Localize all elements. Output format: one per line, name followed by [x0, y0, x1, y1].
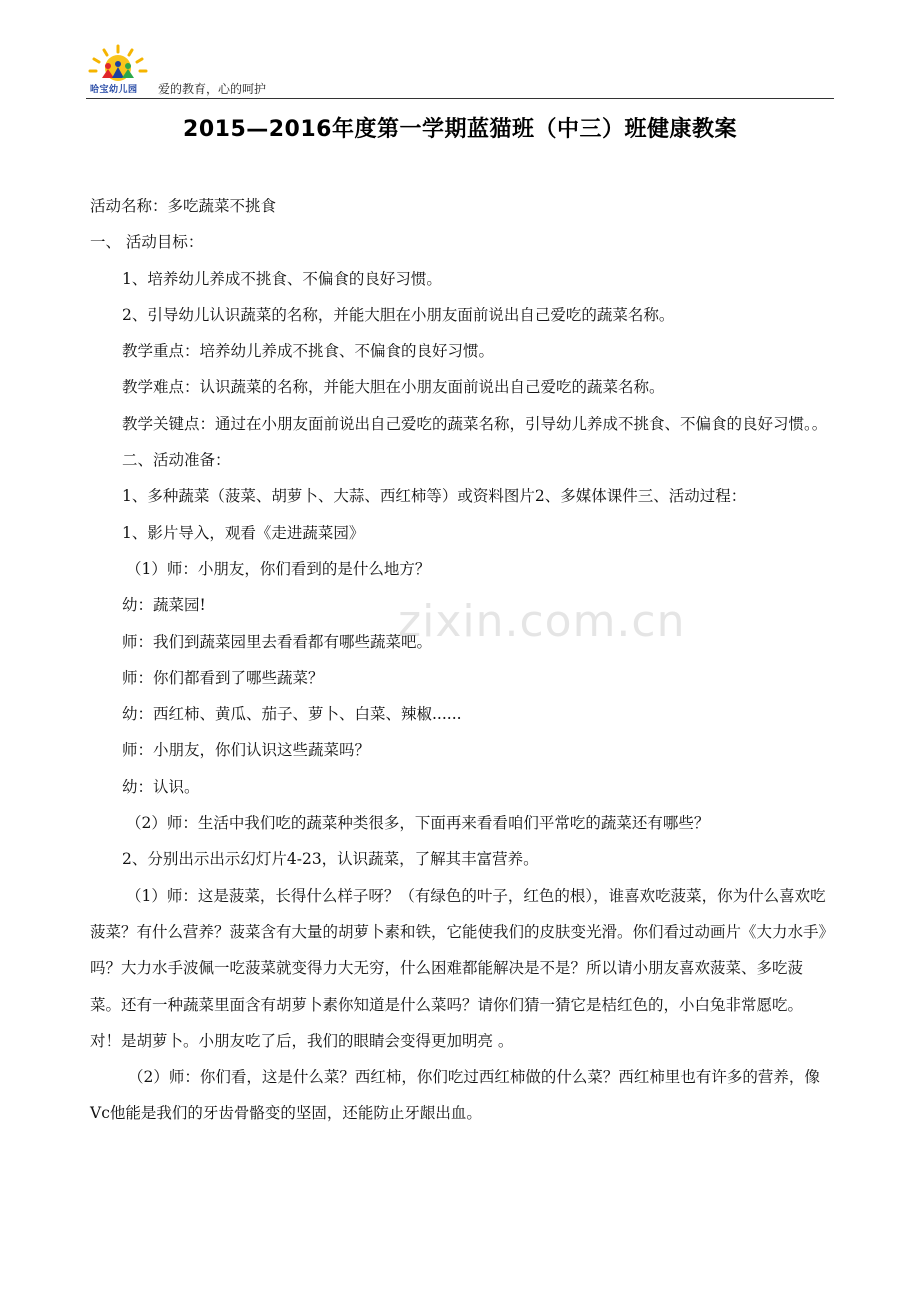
- dialogue-line: （1）师：小朋友，你们看到的是什么地方？: [126, 559, 431, 578]
- teaching-key-point: 教学重点：培养幼儿养成不挑食、不偏食的良好习惯。: [122, 342, 495, 361]
- dialogue-line: 幼：西红柿、黄瓜、茄子、萝卜、白菜、辣椒......: [122, 705, 462, 724]
- document-title: 2015—2016年度第一学期蓝猫班（中三）班健康教案: [183, 117, 737, 142]
- activity-name: 活动名称：多吃蔬菜不挑食: [90, 197, 277, 215]
- teaching-critical-point: 教学关键点：通过在小朋友面前说出自己爱吃的蔬菜名称，引导幼儿养成不挑食、不偏食的良好习惯。。: [122, 414, 828, 433]
- section-heading: 一、 活动目标：: [90, 233, 204, 252]
- header-divider: [86, 98, 834, 99]
- dialogue-line: 师：你们都看到了哪些蔬菜？: [122, 668, 324, 687]
- dialogue-line: 师：我们到蔬菜园里去看看都有哪些蔬菜吧。: [122, 632, 433, 651]
- page-header: [0, 0, 920, 104]
- document-body: [90, 188, 832, 1132]
- dialogue-line: 幼：认识。: [122, 777, 200, 796]
- section-heading: 二、活动准备：: [122, 451, 231, 470]
- dialogue-line: 师：小朋友，你们认识这些蔬菜吗？: [122, 741, 371, 760]
- logo-text: 哈宝幼儿园: [90, 85, 138, 95]
- watermark: zixin.com.cn: [398, 596, 686, 647]
- body-paragraph: （2）师：你们看，这是什么菜？西红柿，你们吃过西红柿做的什么菜？西红柿里也有许多的营养，像Vc他能是我们的牙齿骨骼变的坚固，还能防止牙龈出血。: [90, 1068, 820, 1123]
- dialogue-line: （2）师：生活中我们吃的蔬菜种类很多，下面再来看看咱们平常吃的蔬菜还有哪些？: [126, 814, 710, 833]
- process-step: 1、影片导入，观看《走进蔬菜园》: [122, 523, 365, 542]
- goal-item: 2、引导幼儿认识蔬菜的名称，并能大胆在小朋友面前说出自己爱吃的蔬菜名称。: [122, 305, 675, 324]
- goal-item: 1、培养幼儿养成不挑食、不偏食的良好习惯。: [122, 269, 442, 288]
- teaching-difficulty: 教学难点：认识蔬菜的名称，并能大胆在小朋友面前说出自己爱吃的蔬菜名称。: [122, 378, 665, 397]
- header-slogan: 爱的教育，心的呵护: [158, 82, 267, 96]
- dialogue-line: 幼：蔬菜园!: [122, 596, 206, 615]
- body-paragraph: （1）师：这是菠菜，长得什么样子呀？（有绿色的叶子，红色的根），谁喜欢吃菠菜，你为什么喜欢吃菠菜？有什么营养？菠菜含有大量的胡萝卜素和铁，它能使我们的皮肤变光滑。你们看过动画片《大力水手》吗？大力水手波佩一吃菠菜就变得力大无穷，什么困难都能解决是不是？所以请小朋友喜欢菠菜、多吃菠菜。还有一种蔬菜里面含有胡萝卜素你知道是什么菜吗？请你们猜一猜它是桔红色的，小白兔非常愿吃。对！是胡萝卜。小朋友吃了后，我们的眼睛会变得更加明亮 。: [90, 886, 827, 1050]
- process-step: 2、分别出示出示幻灯片4-23，认识蔬菜，了解其丰富营养。: [122, 850, 539, 869]
- preparation-item: 1、多种蔬菜（菠菜、胡萝卜、大蒜、西红柿等）或资料图片2、多媒体课件三、活动过程：: [122, 487, 747, 506]
